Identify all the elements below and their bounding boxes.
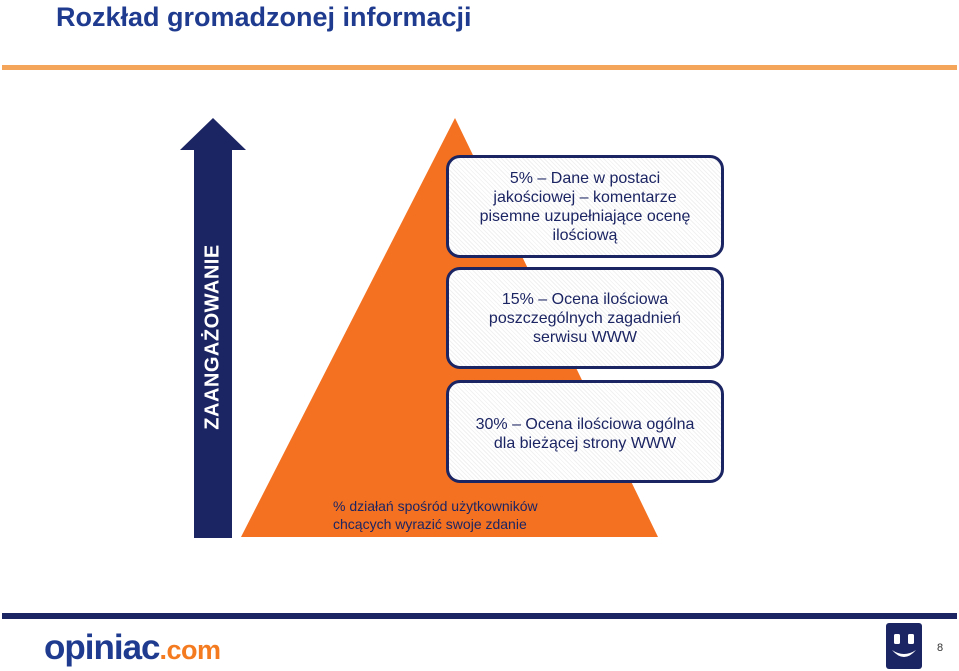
logo-main-text: opiniac [44,628,160,667]
base-note-line: chcących wyrazić swoje zdanie [333,516,527,532]
engagement-label: ZAANGAŻOWANIE [201,244,224,430]
level-top-text [480,169,691,245]
level-top-line: pisemne uzupełniające ocenę [479,207,691,225]
pyramid-level-middle [446,267,724,369]
level-middle-line: 15% – Ocena ilościowa [501,290,669,308]
page-title: Rozkład gromadzonej informacji [56,2,472,32]
level-top-line: ilościową [552,226,618,244]
footer-divider [2,613,957,619]
level-bottom-text [476,415,695,453]
opiniac-logo [44,628,221,670]
base-note-line: % działań spośród użytkowników [333,498,538,514]
level-bottom-line: dla bieżącej strony WWW [493,434,677,452]
level-top-line: 5% – Dane w postaci [509,169,661,187]
level-bottom-line: 30% – Ocena ilościowa ogólna [475,415,695,433]
pyramid-base-note [333,497,538,533]
level-top-line: jakościowej – komentarze [493,188,677,206]
smiley-face-icon [886,623,922,669]
pyramid-level-top [446,155,724,258]
level-middle-line: serwisu WWW [533,328,637,346]
page-number: 8 [937,642,944,654]
pyramid-level-bottom [446,380,724,483]
logo-domain-text: .com [159,635,221,665]
level-middle-line: poszczególnych zagadnień [488,309,682,327]
level-middle-text [489,290,681,347]
